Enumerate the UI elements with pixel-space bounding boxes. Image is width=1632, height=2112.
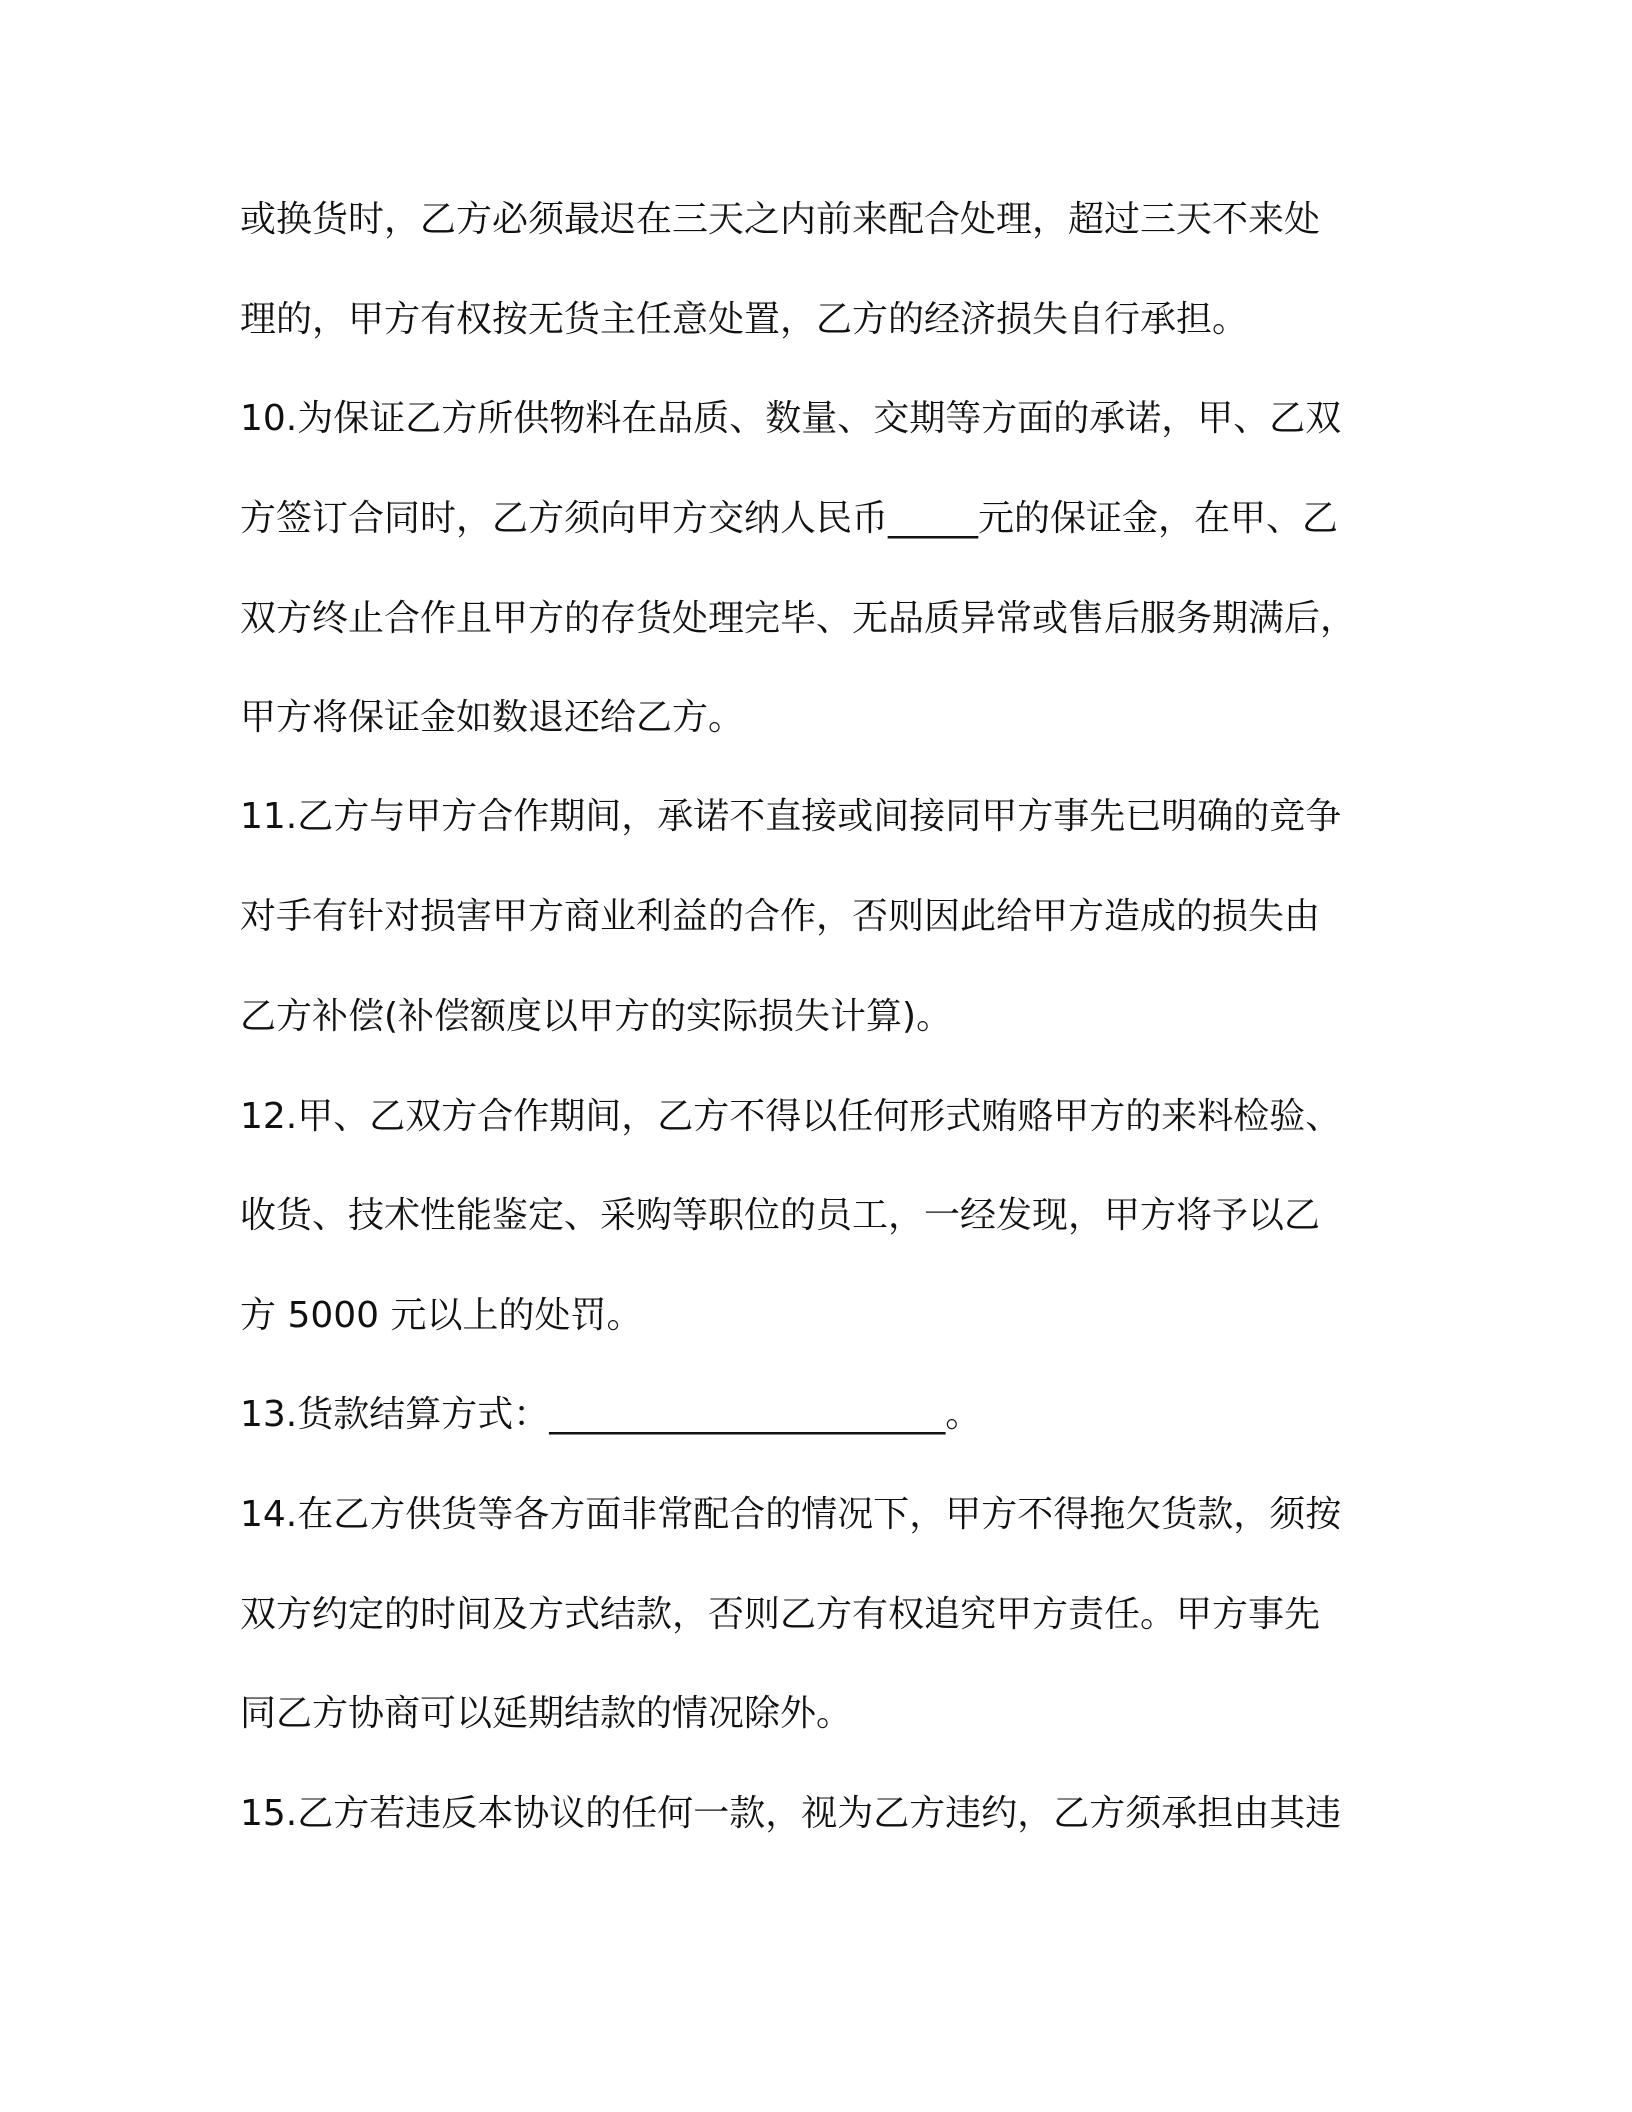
text-line: 乙方补偿(补偿额度以甲方的实际损失计算)。 (240, 996, 953, 1037)
text-line: 方 5000 元以上的处罚。 (240, 1295, 643, 1336)
text-line: 甲方将保证金如数退还给乙方。 (240, 697, 745, 738)
text-line: 对手有针对损害甲方商业利益的合作，否则因此给甲方造成的损失由 (240, 896, 1321, 937)
text-line: 双方终止合作且甲方的存货处理完毕、无品质异常或售后服务期满后， (240, 598, 1357, 639)
text-line: 同乙方协商可以延期结款的情况除外。 (240, 1693, 853, 1734)
clause-12-line: 12.甲、乙双方合作期间，乙方不得以任何形式贿赂甲方的来料检验、 (240, 1096, 1342, 1137)
clause-11-line: 11.乙方与甲方合作期间，承诺不直接或间接同甲方事先已明确的竞争 (240, 796, 1342, 837)
text-line: 或换货时，乙方必须最迟在三天之内前来配合处理，超过三天不来处 (240, 199, 1321, 240)
clause-14-line: 14.在乙方供货等各方面非常配合的情况下，甲方不得拖欠货款，须按 (240, 1494, 1342, 1535)
text-line: 收货、技术性能鉴定、采购等职位的员工，一经发现，甲方将予以乙 (240, 1195, 1321, 1236)
clause-10-line: 10.为保证乙方所供物料在品质、数量、交期等方面的承诺，甲、乙双 (240, 398, 1342, 439)
clause-13-line: 13.货款结算方式：______________________。 (240, 1394, 982, 1435)
text-line: 理的，甲方有权按无货主任意处置，乙方的经济损失自行承担。 (240, 299, 1249, 340)
text-line: 双方约定的时间及方式结款，否则乙方有权追究甲方责任。甲方事先 (240, 1594, 1321, 1635)
text-line: 方签订合同时，乙方须向甲方交纳人民币_____元的保证金，在甲、乙 (240, 498, 1339, 539)
clause-15-line: 15.乙方若违反本协议的任何一款，视为乙方违约，乙方须承担由其违 (240, 1793, 1342, 1834)
